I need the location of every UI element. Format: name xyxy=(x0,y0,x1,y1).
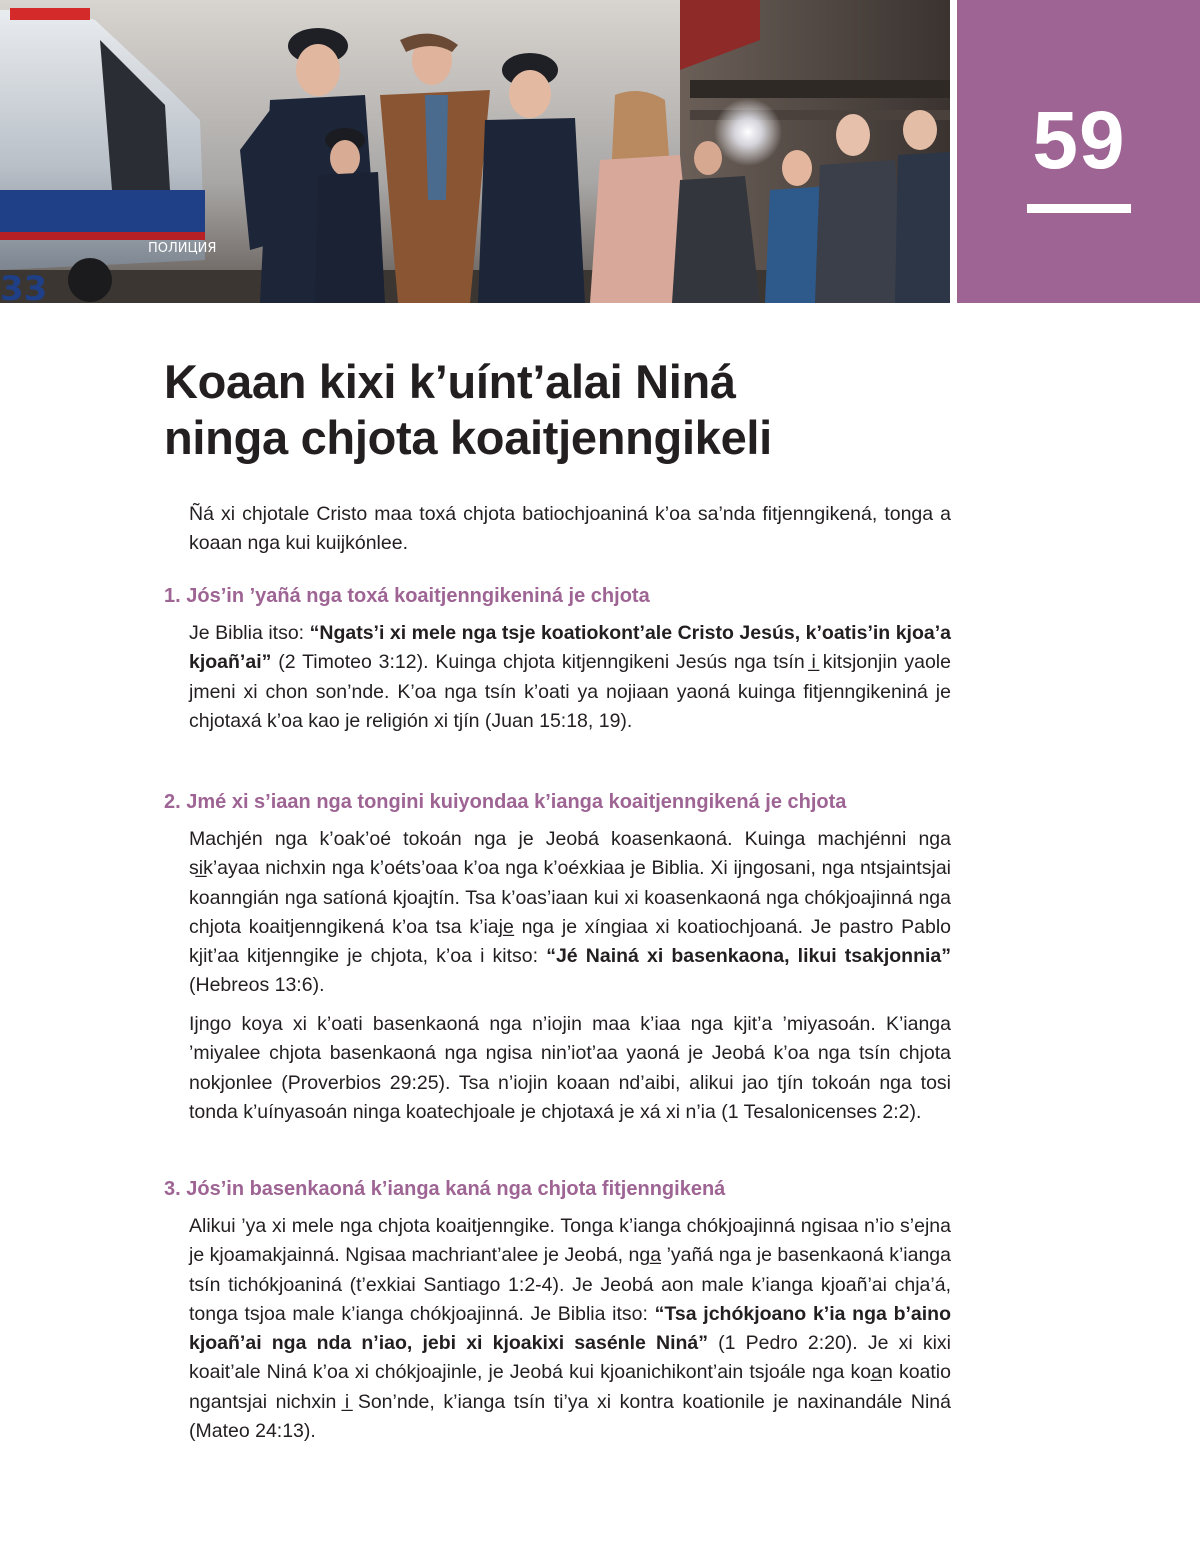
section-2-paragraph-1 xyxy=(189,825,951,1001)
section-2-heading: 2. Jmé xi s’iaan nga tongini kuiyondaa k’ianga koaitjenngikená je chjota xyxy=(164,791,847,813)
section-2-quote: “Jé Nainá xi basenkaona, likui tsakjonnia” xyxy=(546,945,951,968)
section-2-text-a: Machjén nga k’oak’oé tokoán nga je Jeobá koasenkaoná. Kuinga machjénni nga si̲k’ayaa nichxin nga k’oéts’oaa k’oa nga k’oéxkiaa je Biblia. Xi ijngosani, nga ntsjaintsjai koanngián nga satíoná kjoajtín. Tsa k’oas’iaan kui xi koasenkaoná nga chókjoajinná nga chjota koaitjenngikená k’oa tsa k’iaje̲ nga je xíngiaa xi koatiochjoaná. Je pastro Pablo kjit’aa kitjenngike je chjota, k’oa i kitso: xyxy=(189,828,951,968)
van-number: 33 xyxy=(0,269,48,303)
chapter-number-underline xyxy=(1027,204,1131,213)
section-3-heading: 3. Jós’in basenkaoná k’ianga kaná nga chjota fitjenngikená xyxy=(164,1178,726,1200)
section-2-text-b: (Hebreos 13:6). xyxy=(189,974,325,997)
page-title-line-2: ninga chjota koaitjenngikeli xyxy=(164,411,772,464)
section-1-quote: “Ngats’i xi mele nga tsje koatiokont’ale Cristo Jesús, k’oatis’in kjoa’a kjoañ’ai” xyxy=(189,622,951,674)
section-3-text-a: Alikui ’ya xi mele nga chjota koaitjenngike. Tonga k’ianga chókjoajinná ngisaa n’io s’ejna je kjoamakjainná. Ngisaa machriant’alee je Jeobá, nga̲ ’yañá nga je basenkaoná k’ianga tsín tichókjoaniná (t’exkiai Santiago 1:2-4). Je Jeobá aon male k’ianga kjoañ’ai chja’á, tonga tsjoa male k’ianga chókjoajinná. Je Biblia itso: xyxy=(189,1215,951,1325)
section-1-paragraph xyxy=(189,619,951,736)
page-title xyxy=(164,354,964,466)
page-title-line-1: Koaan kixi k’uínt’alai Niná xyxy=(164,355,736,408)
van-label: ПОЛИЦИЯ xyxy=(148,241,217,256)
chapter-number: 59 xyxy=(1032,95,1126,186)
section-1-heading: 1. Jós’in ’yañá nga toxá koaitjenngikeniná je chjota xyxy=(164,585,650,607)
intro-paragraph: Ñá xi chjotale Cristo maa toxá chjota batiochjoaniná k’oa sa’nda fitjenngikená, tonga a koaan nga kui kuijkónlee. xyxy=(189,503,951,555)
chapter-tab xyxy=(957,0,1200,303)
section-3-text-b: (1 Pedro 2:20). Je xi kixi koait’ale Niná k’oa xi chókjoajinle, je Jeobá kui kjoanichikont’ain tsjoále nga koa̲n koatio ngantsjai nichxin i̲ Son’nde, k’ianga tsín ti’ya xi kontra koationile je naxinandále Niná (Mateo 24:13). xyxy=(189,1332,952,1443)
section-1-text-a: Je Biblia itso: xyxy=(189,622,310,644)
arrest-scene-illustration xyxy=(0,0,950,303)
section-1-text-b: (2 Timoteo 3:12). Kuinga chjota kitjenngikeni Jesús nga tsín i̲ kitsjonjin yaole jmeni xi chon son’nde. K’oa nga tsín k’oati ya nojiaan yaoná kuinga fitjenngikeniná je chjotaxá k’oa kao je religión xi tjín (Juan 15:18, 19). xyxy=(189,651,951,732)
section-3-quote: “Tsa jchókjoano k’ia nga b’aino kjoañ’ai nga nda n’iao, jebi xi kjoakixi sasénle Niná” xyxy=(189,1302,951,1355)
section-3-paragraph xyxy=(189,1212,951,1446)
header-photo xyxy=(0,0,950,303)
section-2-paragraph-2: Ijngo koya xi k’oati basenkaoná nga n’iojin maa k’iaa nga kjit’a ’miyasoán. K’ianga ’miyalee chjota basenkaoná nga ngisa nin’iot’aa yaoná je Jeobá k’oa nga tsín chjota nokjonlee (Proverbios 29:25). Tsa n’iojin koaan nd’aibi, alikui jao tjín tokoán nga tosi tonda k’uínyasoán ninga koatechjoale je chjotaxá je xá xi n’ia (1 Tesalonicenses 2:2). xyxy=(189,1013,951,1123)
